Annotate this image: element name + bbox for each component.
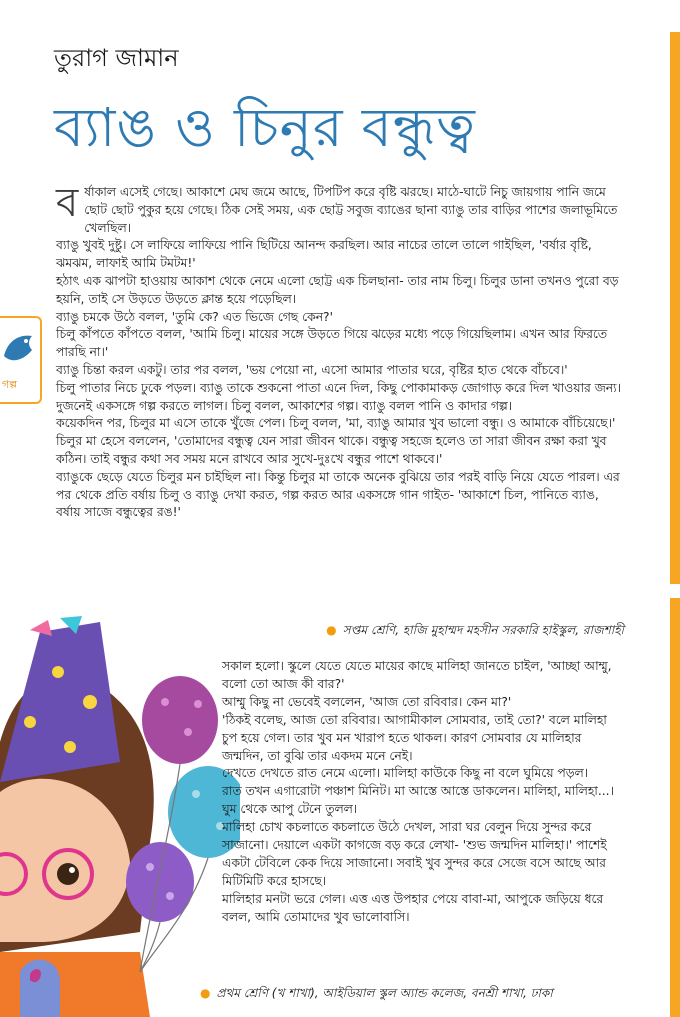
- story-paragraph: মালিহা চোখ কচলাতে কচলাতে উঠে দেখল, সারা ঘর বেলুন দিয়ে সুন্দর করে সাজানো। দেয়ালে একটা কাগজে বড় করে লেখা- 'শুভ জন্মদিন মালিহা।' পাশেই একটা টেবিলে কেক দিয়ে সাজানো। সবাই খুব সুন্দর করে সেজে বসে আছে আর মিটিমিটি করে হাসছে।: [222, 820, 607, 888]
- story-paragraph: সকাল হলো। স্কুলে যেতে যেতে মায়ের কাছে মালিহা জানতে চাইল, 'আচ্ছা আম্মু, বলো তো আজ কী বার?': [222, 659, 612, 691]
- story-paragraph: চিলু পাতার নিচে ঢুকে পড়ল। ব্যাঙু তাকে শুকনো পাতা এনে দিল, কিছু পোকামাকড় জোগাড় করে দিল খাওয়ার জন্য। দুজনেই একসঙ্গে গল্প করতে লাগল। চিলু বলল, আকাশের গল্প। ব্যাঙু বলল পানি ও কাদার গল্প।: [56, 380, 622, 413]
- story-paragraph: চিলু কাঁপতে কাঁপতে বলল, 'আমি চিলু। মায়ের সঙ্গে উড়তে গিয়ে ঝড়ের মধ্যে পড়ে গিয়েছিলাম। এখন আর ফিরতে পারছি না।': [56, 327, 608, 360]
- story-paragraph: 'ঠিকই বলেছ, আজ তো রবিবার। আগামীকাল সোমবার, তাই তো?' বলে মালিহা চুপ হয়ে গেল। তার খুব মন খারাপ হতে থাকল। কারণ সোমবার যে মালিহার জন্মদিন, তা বুঝি তার একদম মনে নেই।: [222, 712, 607, 763]
- story-paragraph: হঠাৎ এক ঝাপটা হাওয়ায় আকাশ থেকে নেমে এলো ছোট্ট এক চিলছানা- তার নাম চিলু। চিলুর ডানা তখনও পুরো বড় হয়নি, তাই সে উড়তে উড়তে ক্লান্ত হয়ে পড়েছিল।: [56, 273, 619, 306]
- story-one-body: [56, 180, 626, 522]
- story-paragraph: মালিহার মনটা ভরে গেল। এত্ত এত্ত উপহার পেয়ে বাবা-মা, আপুকে জড়িয়ে ধরে বলল, আমি তোমাদের খুব ভালোবাসি।: [222, 891, 604, 924]
- story-paragraph: ব্যাঙু খুবই দুষ্টু। সে লাফিয়ে লাফিয়ে পানি ছিটিয়ে আনন্দ করছিল। আর নাচের তালে তালে গাইছিল, 'বর্ষার বৃষ্টি, ঝমঝম, লাফাই আমি টমটম!': [56, 238, 592, 271]
- story-title: ব্যাঙ ও চিনুর বন্ধুত্ব: [54, 96, 476, 159]
- story-paragraph: বর্ষাকাল এসেই গেছে। আকাশে মেঘ জমে আছে, টিপটিপ করে বৃষ্টি ঝরছে। মাঠে-ঘাটে নিচু জায়গায় পানি জমে ছোট ছোট পুকুর হয়ে গেছে। ঠিক সেই সময়, এক ছোট্ট সবুজ ব্যাঙের ছানা ব্যাঙু তার বাড়ির পাশের জলাভূমিতে খেলছিল।: [56, 180, 618, 235]
- right-accent-bar-bottom: [670, 598, 680, 1017]
- drop-cap: ব: [56, 180, 79, 226]
- section-label: গল্প: [2, 378, 18, 391]
- story-one-credit: ● সপ্তম শ্রেণি, হাজি মুহাম্মদ মহসীন সরকারি হাইস্কুল, রাজশাহী: [326, 623, 624, 637]
- story-paragraph: চিলুর মা হেসে বললেন, 'তোমাদের বন্ধুত্ব যেন সারা জীবন থাকে। বন্ধুত্ব সহজে হলেও তা সারা জীবন রক্ষা করা খুব কঠিন। তাই বন্ধুর কথা সব সময় মনে রাখবে আর সুখে-দুঃখে বন্ধুর পাশে থাকবে।': [56, 434, 607, 466]
- story-paragraph: দেখতে দেখতে রাত নেমে এলো। মালিহা কাউকে কিছু না বলে ঘুমিয়ে পড়ল।: [222, 766, 589, 781]
- story-paragraph: আম্মু কিছু না ভেবেই বললেন, 'আজ তো রবিবার। কেন মা?': [222, 694, 512, 709]
- bullet-icon: ●: [326, 623, 337, 637]
- bullet-icon: ●: [200, 986, 211, 1000]
- author-name: তুরাগ জামান: [54, 44, 179, 72]
- story-paragraph: ব্যাঙু চমকে উঠে বলল, 'তুমি কে? এত ভিজে গেছ কেন?': [56, 309, 333, 324]
- bird-icon: [2, 326, 36, 370]
- section-tab: [0, 316, 42, 404]
- story-two-credit: ● প্রথম শ্রেণি (খ শাখা), আইডিয়াল স্কুল অ্যান্ড কলেজ, বনশ্রী শাখা, ঢাকা: [200, 986, 553, 1000]
- story-paragraph: কয়েকদিন পর, চিলুর মা এসে তাকে খুঁজে পেল। চিলু বলল, 'মা, ব্যাঙু আমার খুব ভালো বন্ধু। ও আমাকে বাঁচিয়েছে।': [56, 416, 616, 431]
- story-paragraph: ব্যাঙুকে ছেড়ে যেতে চিলুর মন চাইছিল না। কিন্তু চিলুর মা তাকে অনেক বুঝিয়ে তার পরই বাড়ি নিয়ে যেতে পারল। এর পর থেকে প্রতি বর্ষায় চিলু ও ব্যাঙু দেখা করত, গল্প করত আর একসঙ্গে গান গাইত- 'আকাশে চিল, পানিতে ব্যাঙ, বর্ষায় সাজে বন্ধুত্বের রঙ!': [56, 469, 620, 520]
- story-paragraph: রাত তখন এগারোটা পঞ্চাশ মিনিট। মা আস্তে আস্তে ডাকলেন। মালিহা, মালিহা...। ঘুম থেকে আপু টেনে তুলল।: [222, 784, 614, 817]
- story-two-body: [222, 658, 622, 927]
- story-paragraph: ব্যাঙু চিন্তা করল একটু। তার পর বলল, 'ভয় পেয়ো না, এসো আমার পাতার ঘরে, বৃষ্টির হাত থেকে বাঁচবে।': [56, 362, 568, 377]
- right-accent-bar-top: [670, 32, 680, 584]
- birthday-girl-illustration: [0, 612, 240, 1017]
